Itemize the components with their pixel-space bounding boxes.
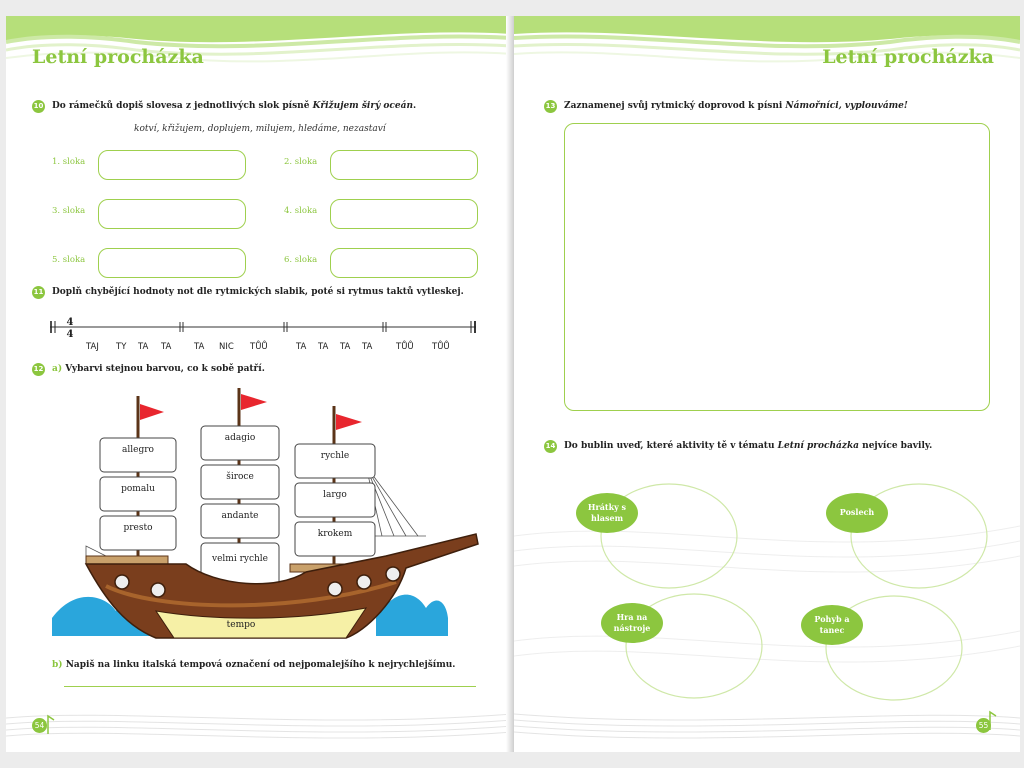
- rhythm-syllable: TA: [296, 342, 307, 352]
- sloka-5-answer-box[interactable]: [98, 248, 246, 278]
- flag-icon: [241, 394, 267, 410]
- sloka-2-answer-box[interactable]: [330, 150, 478, 180]
- bubble-label: Poslech: [839, 507, 875, 517]
- time-signature-top: 4: [66, 317, 74, 328]
- sail-label[interactable]: presto: [123, 523, 153, 533]
- sloka-6-answer-box[interactable]: [330, 248, 478, 278]
- sloka-label: 4. sloka: [284, 206, 318, 216]
- sail-label[interactable]: andante: [221, 511, 259, 521]
- music-note-icon: [990, 712, 996, 730]
- page-number: 55: [976, 718, 991, 733]
- bubble-label: Pohyb a tanec: [814, 614, 850, 635]
- sloka-4-answer-box[interactable]: [330, 199, 478, 229]
- footer-wave: [514, 706, 1020, 752]
- rhythm-staff: [46, 314, 480, 340]
- rhythm-syllable: TA: [161, 342, 172, 352]
- rhythm-syllable: TŮŮ: [396, 342, 414, 352]
- sloka-label: 5. sloka: [52, 255, 86, 265]
- sail-label[interactable]: allegro: [122, 445, 154, 455]
- rhythm-syllable: TA: [138, 342, 149, 352]
- hull-label[interactable]: tempo: [226, 620, 256, 630]
- sloka-1-answer-box[interactable]: [98, 150, 246, 180]
- page-title: Letní procházka: [822, 46, 994, 68]
- music-note-icon: [48, 716, 54, 734]
- porthole-icon: [386, 567, 400, 581]
- flag-icon: [336, 414, 362, 430]
- rhythm-drawing-area[interactable]: [564, 123, 990, 411]
- page-title: Letní procházka: [32, 46, 204, 68]
- sail-label[interactable]: velmi rychle: [212, 554, 268, 564]
- footer-wave: [6, 706, 512, 752]
- task-11-instruction: Doplň chybějící hodnoty not dle rytmických slabik, poté si rytmus taktů vytleskej.: [52, 287, 464, 297]
- bubbles-area: [514, 456, 1020, 716]
- task-10-instruction: Do rámečků dopiš slovesa z jednotlivých slok písně Křižujem širý oceán.: [52, 101, 417, 111]
- task-number: 11: [32, 286, 45, 299]
- sloka-label: 6. sloka: [284, 255, 318, 265]
- flag-icon: [140, 404, 164, 420]
- answer-line[interactable]: [64, 686, 476, 687]
- task-number: 12: [32, 363, 45, 376]
- bubble-label: Hra na nástroje: [613, 612, 651, 633]
- rhythm-syllable: TY: [116, 342, 127, 352]
- page-number: 54: [32, 718, 47, 733]
- sail-label[interactable]: pomalu: [121, 484, 155, 494]
- porthole-icon: [115, 575, 129, 589]
- porthole-icon: [151, 583, 165, 597]
- rhythm-syllable: TAJ: [86, 342, 99, 352]
- sail-label[interactable]: krokem: [317, 529, 353, 539]
- rhythm-syllable: NIC: [219, 342, 234, 352]
- sloka-3-answer-box[interactable]: [98, 199, 246, 229]
- task-14-instruction: Do bublin uveď, které aktivity tě v tématu Letní procházka nejvíce bavily.: [564, 441, 933, 451]
- sail-label[interactable]: rychle: [320, 451, 350, 461]
- rhythm-syllable: TA: [194, 342, 205, 352]
- sail-label[interactable]: adagio: [224, 433, 256, 443]
- task-number: 10: [32, 100, 45, 113]
- rhythm-syllable: TA: [362, 342, 373, 352]
- porthole-icon: [328, 582, 342, 596]
- rhythm-syllable: TŮŮ: [250, 342, 268, 352]
- time-signature-bottom: 4: [66, 329, 74, 340]
- sloka-label: 1. sloka: [52, 157, 86, 167]
- rhythm-syllable: TA: [318, 342, 329, 352]
- sail-label[interactable]: široce: [226, 472, 254, 482]
- rhythm-syllable: TA: [340, 342, 351, 352]
- sloka-label: 3. sloka: [52, 206, 86, 216]
- porthole-icon: [357, 575, 371, 589]
- sail-label[interactable]: largo: [323, 490, 347, 500]
- right-page: [514, 16, 1020, 752]
- sloka-label: 2. sloka: [284, 157, 318, 167]
- word-bank: kotví, křižujem, doplujem, milujem, hledáme, nezastaví: [134, 124, 386, 134]
- bubble-label: Hrátky s hlasem: [587, 502, 627, 523]
- task-number: 14: [544, 440, 557, 453]
- rhythm-syllable: TŮŮ: [432, 342, 450, 352]
- task-13-instruction: Zaznamenej svůj rytmický doprovod k písni Námořníci, vyplouváme!: [564, 101, 908, 111]
- task-number: 13: [544, 100, 557, 113]
- task-12a-instruction: a) Vybarvi stejnou barvou, co k sobě patří.: [52, 364, 265, 374]
- left-page: [6, 16, 512, 752]
- task-12b-instruction: b) Napiš na linku italská tempová označení od nejpomalejšího k nejrychlejšímu.: [52, 660, 456, 670]
